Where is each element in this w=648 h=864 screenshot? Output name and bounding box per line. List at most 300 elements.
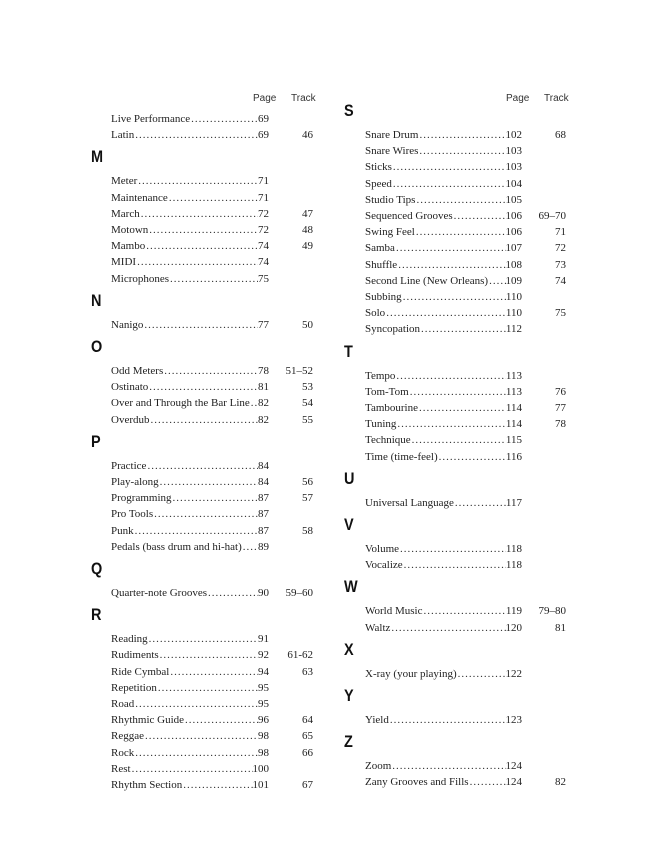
entry-page-number: 71: [258, 191, 269, 204]
section-letter: N: [91, 290, 102, 310]
left-track-header: Track: [291, 93, 316, 104]
entry-track-number: 58: [302, 524, 313, 537]
entry-page-number: 82: [258, 397, 269, 410]
index-entry: [111, 696, 313, 712]
entry-page-number: 106: [505, 226, 522, 239]
entry-leader: [111, 664, 269, 680]
entry-term: Tom-Tom: [365, 385, 409, 398]
entry-page-number: 124: [505, 760, 522, 773]
entry-page-number: 117: [505, 496, 522, 509]
entry-leader: [365, 127, 522, 143]
entry-term: Overdub: [111, 413, 150, 426]
index-entry: [111, 647, 313, 663]
index-entry: [365, 620, 566, 636]
entry-leader: [365, 449, 522, 465]
index-entry: [111, 395, 313, 411]
entry-track-number: 79–80: [538, 605, 566, 618]
entry-page-number: 74: [258, 240, 269, 253]
index-entry: [111, 206, 313, 222]
index-entry: [111, 712, 313, 728]
entry-track-number: 57: [302, 492, 313, 505]
section-letter: M: [91, 147, 104, 167]
entry-track-number: 82: [555, 776, 566, 789]
entry-track-number: 72: [555, 242, 566, 255]
index-entry: [365, 557, 566, 573]
dot-leader: [145, 728, 258, 744]
entry-leader: [111, 506, 269, 522]
entry-leader: [111, 379, 269, 395]
entry-page-number: 118: [505, 559, 522, 572]
entry-term: Latin: [111, 129, 135, 142]
entry-page-number: 116: [505, 450, 522, 463]
section-letter: Z: [344, 732, 353, 752]
index-entry: [111, 127, 313, 143]
index-entry: [111, 363, 313, 379]
entry-term: Ride Cymbal: [111, 665, 170, 678]
entry-leader: [365, 384, 522, 400]
entry-track-number: 50: [302, 318, 313, 331]
entry-leader: [365, 289, 522, 305]
index-entry: [111, 458, 313, 474]
index-entry: [111, 745, 313, 761]
entry-page-number: 103: [505, 145, 522, 158]
index-entry: [365, 712, 566, 728]
entry-leader: [111, 363, 269, 379]
entry-page-number: 92: [258, 649, 269, 662]
entry-page-number: 113: [505, 385, 522, 398]
dot-leader: [412, 432, 506, 448]
right-track-header: Track: [544, 93, 569, 104]
dot-leader: [164, 363, 258, 379]
entry-term: Microphones: [111, 272, 170, 285]
entry-page-number: 87: [258, 508, 269, 521]
entry-leader: [111, 696, 269, 712]
dot-leader: [149, 631, 258, 647]
entry-leader: [111, 173, 269, 189]
dot-leader: [208, 585, 258, 601]
entry-term: Zany Grooves and Fills: [365, 776, 469, 789]
section-letter: P: [91, 431, 101, 451]
entry-page-number: 78: [258, 365, 269, 377]
entry-term: Practice: [111, 459, 147, 472]
section-letter: U: [344, 468, 355, 488]
index-entry: [365, 416, 566, 432]
entry-leader: [365, 176, 522, 192]
entry-leader: [111, 712, 269, 728]
entry-page-number: 112: [505, 323, 522, 336]
section-letter: T: [344, 341, 353, 361]
index-entry: [111, 271, 313, 287]
entry-leader: [365, 774, 522, 790]
section-letter: W: [344, 577, 358, 597]
entry-leader: [365, 240, 522, 256]
entry-leader: [111, 190, 269, 206]
index-entry: [365, 774, 566, 790]
entry-term: Pro Tools: [111, 508, 154, 521]
entry-track-number: 76: [555, 385, 566, 398]
dot-leader: [146, 238, 258, 254]
entry-page-number: 124: [505, 776, 522, 789]
entry-leader: [365, 603, 522, 619]
entry-leader: [111, 317, 269, 333]
entry-page-number: 110: [505, 307, 522, 320]
index-entry: [365, 321, 566, 337]
dot-leader: [410, 384, 506, 400]
dot-leader: [243, 539, 258, 555]
index-entry: [111, 238, 313, 254]
dot-leader: [421, 321, 506, 337]
entry-leader: [111, 777, 269, 793]
entry-leader: [365, 305, 522, 321]
entry-term: Swing Feel: [365, 226, 415, 239]
entry-term: Mambo: [111, 240, 146, 253]
index-entry: [111, 506, 313, 522]
entry-track-number: 61-62: [287, 649, 313, 662]
dot-leader: [419, 400, 506, 416]
dot-leader: [404, 557, 506, 573]
entry-page-number: 74: [258, 256, 269, 269]
entry-term: Motown: [111, 224, 149, 236]
index-entry: [365, 541, 566, 557]
entry-term: Repetition: [111, 681, 157, 694]
entry-leader: [111, 631, 269, 647]
entry-leader: [365, 321, 522, 337]
entry-page-number: 71: [258, 175, 269, 188]
entry-leader: [365, 666, 522, 682]
entry-term: Rhythm Section: [111, 779, 183, 791]
index-entry: [111, 317, 313, 333]
entry-page-number: 91: [258, 633, 269, 646]
entry-term: Vocalize: [365, 559, 403, 572]
dot-leader: [185, 712, 258, 728]
entry-page-number: 101: [252, 779, 269, 791]
entry-term: Ostinato: [111, 381, 149, 394]
dot-leader: [135, 127, 258, 143]
index-entry: [365, 603, 566, 619]
dot-leader: [400, 541, 506, 557]
entry-page-number: 110: [505, 291, 522, 303]
entry-page-number: 109: [505, 274, 522, 287]
index-entry: [365, 289, 566, 305]
dot-leader: [419, 143, 505, 159]
dot-leader: [396, 368, 506, 384]
entry-leader: [111, 412, 269, 428]
entry-leader: [111, 490, 269, 506]
entry-term: March: [111, 207, 140, 220]
dot-leader: [160, 474, 258, 490]
entry-term: World Music: [365, 605, 423, 618]
entry-page-number: 114: [505, 402, 522, 414]
entry-term: Tempo: [365, 369, 396, 382]
entry-term: Zoom: [365, 760, 392, 773]
entry-leader: [365, 541, 522, 557]
entry-leader: [365, 159, 522, 175]
entry-page-number: 113: [505, 369, 522, 382]
entry-leader: [365, 368, 522, 384]
entry-page-number: 81: [258, 381, 269, 394]
entry-page-number: 114: [505, 418, 522, 431]
index-entry: [365, 758, 566, 774]
entry-track-number: 53: [302, 381, 313, 394]
entry-track-number: 59–60: [285, 587, 313, 599]
entry-page-number: 75: [258, 272, 269, 285]
index-entry: [111, 777, 313, 793]
entry-term: Nanigo: [111, 318, 144, 331]
entry-page-number: 87: [258, 524, 269, 537]
entry-leader: [111, 111, 269, 127]
dot-leader: [170, 664, 258, 680]
entry-term: Tuning: [365, 418, 397, 431]
dot-leader: [149, 379, 258, 395]
index-entry: [365, 666, 566, 682]
entry-term: Rudiments: [111, 649, 159, 662]
entry-track-number: 65: [302, 730, 313, 743]
entry-track-number: 66: [302, 746, 313, 759]
entry-track-number: 69–70: [538, 210, 566, 222]
entry-term: Sticks: [365, 161, 392, 174]
dot-leader: [135, 745, 258, 761]
entry-page-number: 103: [505, 161, 522, 174]
entry-leader: [111, 680, 269, 696]
entry-leader: [365, 495, 522, 511]
index-entry: [365, 143, 566, 159]
index-entry: [365, 384, 566, 400]
entry-track-number: 55: [302, 413, 313, 426]
dot-leader: [419, 127, 505, 143]
dot-leader: [391, 620, 505, 636]
entry-page-number: 118: [505, 543, 522, 555]
entry-term: Second Line (New Orleans): [365, 274, 489, 287]
dot-leader: [390, 712, 506, 728]
entry-page-number: 115: [505, 434, 522, 447]
entry-term: Snare Drum: [365, 129, 419, 141]
entry-page-number: 69: [258, 113, 269, 125]
dot-leader: [455, 495, 506, 511]
dot-leader: [398, 257, 505, 273]
entry-term: Rock: [111, 746, 135, 759]
dot-leader: [251, 395, 258, 411]
entry-leader: [111, 523, 269, 539]
entry-page-number: 107: [505, 242, 522, 255]
entry-term: Rest: [111, 762, 131, 775]
entry-track-number: 74: [555, 274, 566, 287]
entry-leader: [111, 254, 269, 270]
dot-leader: [137, 254, 258, 270]
entry-leader: [111, 127, 269, 143]
entry-page-number: 123: [505, 714, 522, 726]
index-entry: [111, 111, 313, 127]
entry-leader: [111, 271, 269, 287]
entry-page-number: 89: [258, 540, 269, 553]
entry-page-number: 120: [505, 621, 522, 634]
entry-page-number: 82: [258, 413, 269, 426]
entry-term: Yield: [365, 714, 389, 726]
entry-page-number: 72: [258, 224, 269, 236]
dot-leader: [158, 680, 258, 696]
dot-leader: [396, 240, 506, 256]
section-letter: S: [344, 101, 354, 120]
entry-term: Samba: [365, 242, 395, 255]
index-entry: [111, 585, 313, 601]
dot-leader: [154, 506, 258, 522]
dot-leader: [454, 208, 506, 224]
entry-page-number: 95: [258, 681, 269, 694]
index-entry: [111, 412, 313, 428]
index-entry: [365, 495, 566, 511]
entry-leader: [111, 458, 269, 474]
entry-leader: [111, 222, 269, 238]
dot-leader: [151, 412, 259, 428]
entry-track-number: 64: [302, 714, 313, 727]
entry-track-number: 47: [302, 207, 313, 220]
entry-leader: [111, 539, 269, 555]
entry-term: Studio Tips: [365, 193, 416, 206]
entry-leader: [111, 745, 269, 761]
dot-leader: [138, 173, 258, 189]
entry-page-number: 102: [505, 129, 522, 141]
entry-term: Odd Meters: [111, 365, 164, 377]
entry-term: Waltz: [365, 621, 391, 634]
entry-page-number: 94: [258, 665, 269, 678]
index-entry: [111, 379, 313, 395]
entry-page-number: 105: [505, 193, 522, 206]
entry-term: Pedals (bass drum and hi-hat): [111, 540, 242, 553]
entry-term: Time (time-feel): [365, 450, 438, 463]
entry-leader: [111, 647, 269, 663]
dot-leader: [191, 111, 258, 127]
dot-leader: [416, 192, 505, 208]
dot-leader: [147, 458, 258, 474]
entry-track-number: 48: [302, 224, 313, 236]
dot-leader: [423, 603, 505, 619]
entry-leader: [111, 728, 269, 744]
entry-term: Reading: [111, 633, 148, 646]
dot-leader: [416, 224, 506, 240]
entry-page-number: 72: [258, 207, 269, 220]
dot-leader: [135, 696, 258, 712]
entry-term: Road: [111, 698, 135, 710]
index-entry: [365, 208, 566, 224]
entry-page-number: 98: [258, 746, 269, 759]
index-entry: [365, 257, 566, 273]
entry-track-number: 75: [555, 307, 566, 320]
dot-leader: [144, 317, 258, 333]
index-entry: [111, 728, 313, 744]
entry-track-number: 51–52: [285, 365, 313, 377]
entry-leader: [365, 416, 522, 432]
entry-term: Punk: [111, 524, 134, 537]
index-entry: [365, 368, 566, 384]
entry-track-number: 73: [555, 258, 566, 271]
dot-leader: [392, 758, 505, 774]
index-entry: [111, 222, 313, 238]
index-entry: [365, 449, 566, 465]
entry-leader: [365, 143, 522, 159]
entry-page-number: 95: [258, 698, 269, 710]
entry-term: Speed: [365, 177, 392, 190]
entry-track-number: 81: [555, 621, 566, 634]
dot-leader: [160, 647, 258, 663]
right-page-header: Page: [506, 93, 530, 104]
entry-leader: [111, 585, 269, 601]
entry-term: Play-along: [111, 476, 159, 488]
dot-leader: [173, 490, 259, 506]
dot-leader: [470, 774, 506, 790]
index-entry: [365, 192, 566, 208]
entry-page-number: 98: [258, 730, 269, 743]
entry-term: Solo: [365, 307, 386, 320]
section-letter: X: [344, 639, 354, 659]
entry-track-number: 49: [302, 240, 313, 253]
entry-term: Volume: [365, 543, 400, 555]
section-letter: R: [91, 605, 102, 625]
entry-term: Syncopation: [365, 323, 420, 336]
entry-page-number: 100: [252, 762, 269, 775]
index-entry: [365, 305, 566, 321]
index-entry: [111, 490, 313, 506]
entry-leader: [365, 208, 522, 224]
section-letter: Q: [91, 559, 103, 578]
entry-term: Snare Wires: [365, 145, 419, 158]
dot-leader: [439, 449, 506, 465]
index-entry: [365, 432, 566, 448]
dot-leader: [183, 777, 252, 793]
entry-leader: [111, 206, 269, 222]
entry-track-number: 54: [302, 397, 313, 410]
entry-page-number: 96: [258, 714, 269, 727]
entry-page-number: 108: [505, 258, 522, 271]
index-entry: [111, 539, 313, 555]
section-letter: V: [344, 515, 354, 534]
entry-page-number: 119: [505, 605, 522, 618]
entry-term: Programming: [111, 492, 172, 505]
entry-term: Meter: [111, 175, 138, 188]
section-letter: O: [91, 337, 103, 356]
entry-leader: [365, 400, 522, 416]
dot-leader: [397, 416, 506, 432]
entry-track-number: 56: [302, 476, 313, 488]
entry-term: Subbing: [365, 291, 402, 303]
index-entry: [111, 664, 313, 680]
entry-leader: [365, 192, 522, 208]
entry-term: Tambourine: [365, 402, 418, 414]
dot-leader: [386, 305, 506, 321]
entry-leader: [365, 224, 522, 240]
entry-term: Technique: [365, 434, 411, 447]
dot-leader: [393, 176, 506, 192]
entry-page-number: 84: [258, 476, 269, 488]
section-letter: Y: [344, 686, 354, 705]
entry-leader: [365, 432, 522, 448]
dot-leader: [169, 190, 258, 206]
index-entry: [365, 127, 566, 143]
index-entry: [111, 523, 313, 539]
entry-leader: [365, 273, 522, 289]
index-entry: [365, 159, 566, 175]
index-entry: [365, 400, 566, 416]
dot-leader: [403, 289, 506, 305]
index-entry: [111, 631, 313, 647]
entry-term: Rhythmic Guide: [111, 714, 185, 727]
dot-leader: [393, 159, 506, 175]
entry-track-number: 71: [555, 226, 566, 239]
index-entry: [111, 474, 313, 490]
index-entry: [111, 173, 313, 189]
entry-term: Reggae: [111, 730, 144, 743]
dot-leader: [149, 222, 258, 238]
dot-leader: [458, 666, 506, 682]
entry-term: Over and Through the Bar Line: [111, 397, 250, 410]
